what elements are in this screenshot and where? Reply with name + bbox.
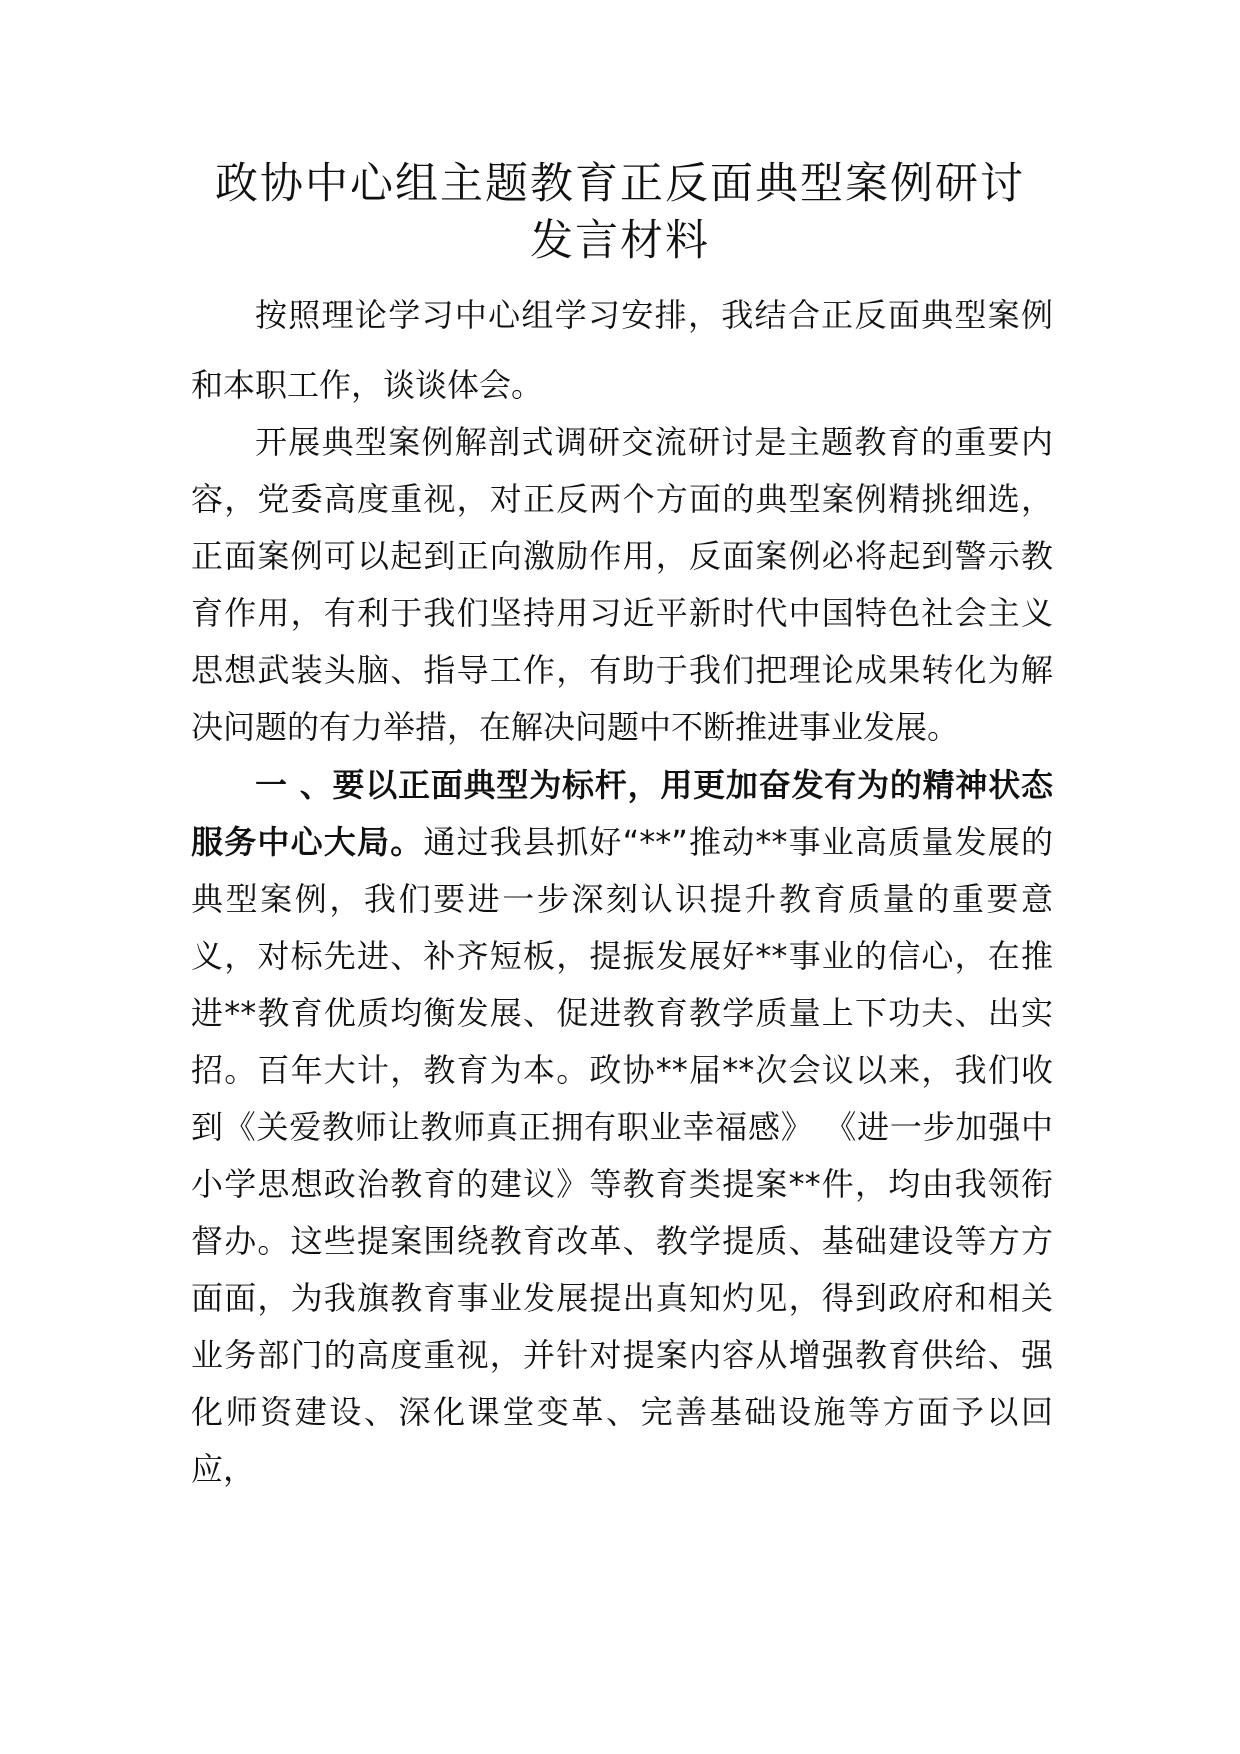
intro-paragraph-block — [191, 280, 1053, 420]
context-paragraph: 开展典型案例解剖式调研交流研讨是主题教育的重要内容，党委高度重视，对正反两个方面的典型案例精挑细选，正面案例可以起到正向激励作用，反面案例必将起到警示教育作用，有利于我们坚持用习近平新时代中国特色社会主义思想武装头脑、指导工作，有助于我们把理论成果转化为解决问题的有力举措，在解决问题中不断推进事业发展。 — [191, 423, 1053, 746]
document-title-line-2: 发言材料 — [530, 216, 710, 266]
document-title-line-1: 政协中心组主题教育正反面典型案例研讨 — [215, 159, 1025, 209]
section-1-paragraph — [191, 757, 1053, 1498]
intro-paragraph: 按照理论学习中心组学习安排，我结合正反面典型案例和本职工作，谈谈体会。 — [191, 296, 1053, 404]
section-1-block — [191, 757, 1053, 1498]
context-paragraph-block — [191, 414, 1053, 756]
section-1-heading: 一 、要以正面典型为标杆，用更加奋发有为的精神状态服务中心大局。 — [191, 766, 1053, 861]
section-1-text: 通过我县抓好“**”推动**事业高质量发展的典型案例，我们要进一步深刻认识提升教育质量的重要意义，对标先进、补齐短板，提振发展好**事业的信心，在推进**教育优质均衡发展、促进教育教学质量上下功夫、出实招。百年大计，教育为本。政协**届**次会议以来，我们收到《关爱教师让教师真正拥有职业幸福感》 《进一步加强中小学思想政治教育的建议》等教育类提案**件，均由我领衔督办。这些提案围绕教育改革、教学提质、基础建设等方方面面，为我旗教育事业发展提出真知灼见，得到政府和相关业务部门的高度重视，并针对提案内容从增强教育供给、强化师资建设、深化课堂变革、完善基础设施等方面予以回应， — [191, 823, 1053, 1488]
